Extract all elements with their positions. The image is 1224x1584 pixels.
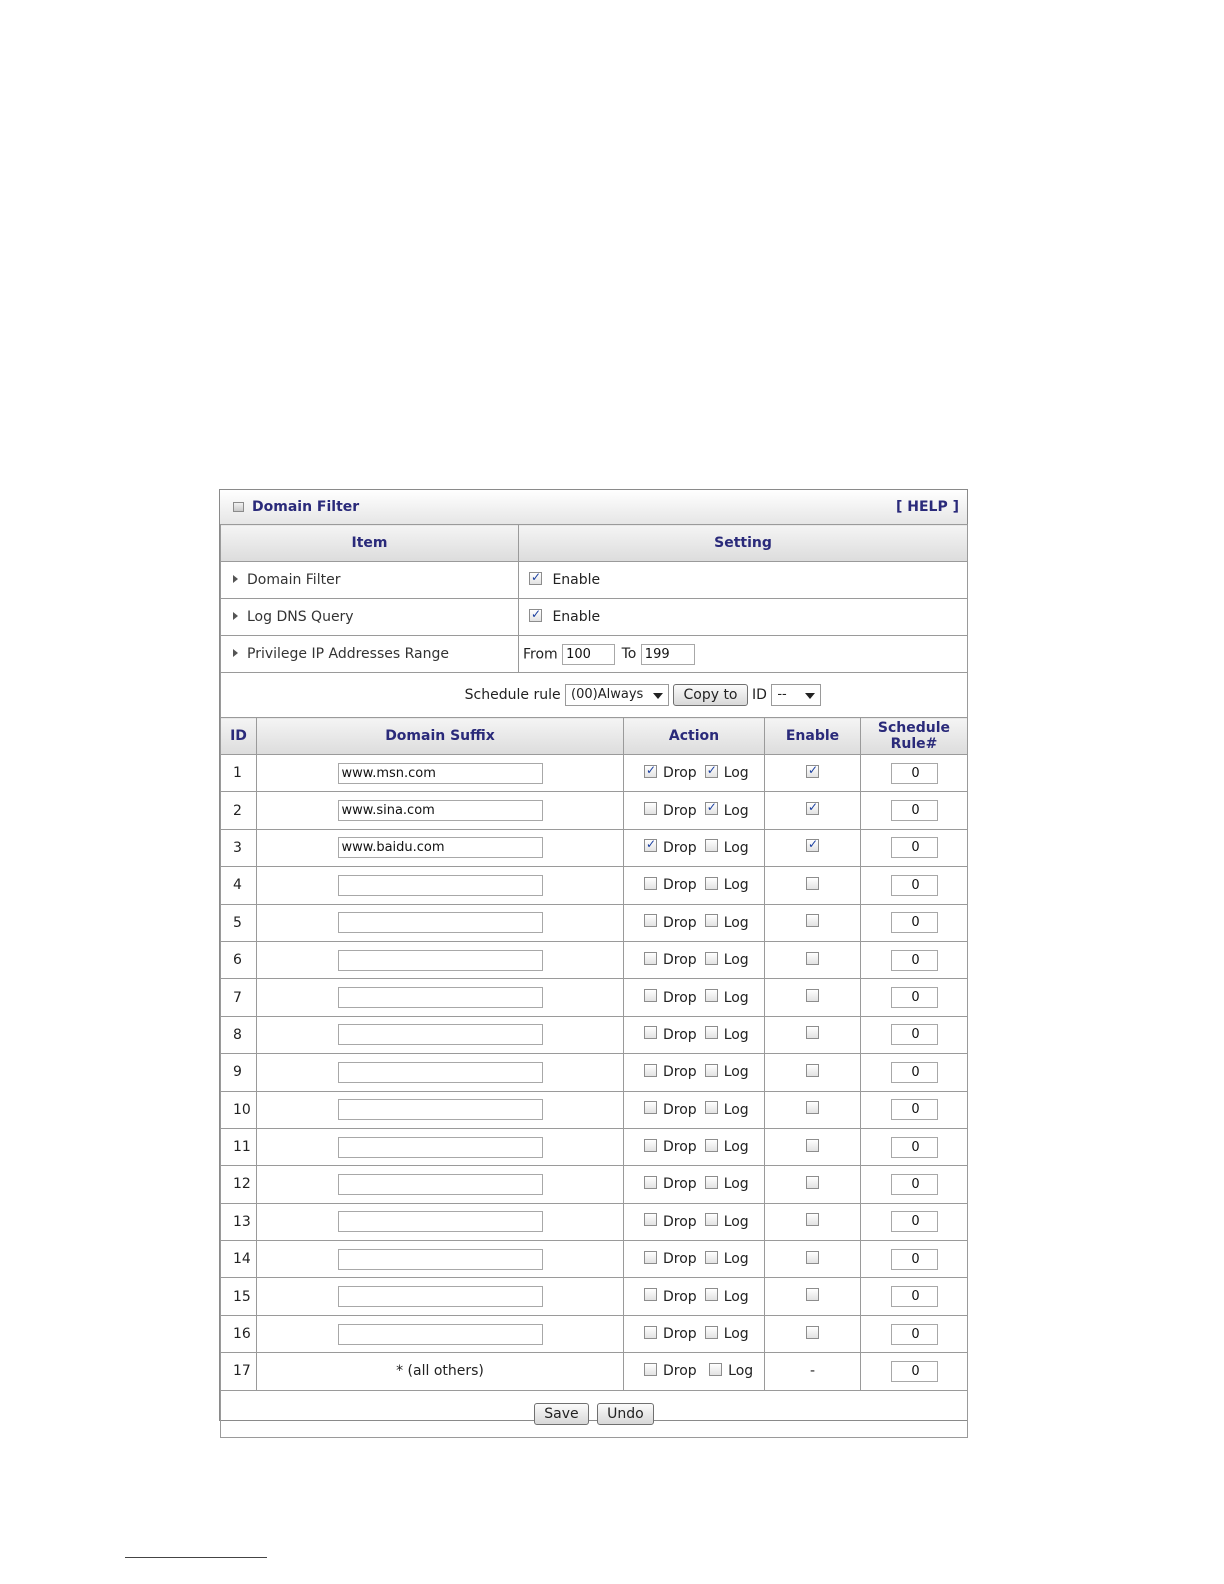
domain-filter-label: Domain Filter [247, 572, 341, 588]
log-label: Log [723, 1326, 749, 1343]
rule-id: 9 [221, 1054, 257, 1091]
schedule-rule-header: Schedule Rule# [861, 718, 968, 755]
drop-label: Drop [663, 1176, 697, 1193]
schedule-rule-input[interactable]: 0 [891, 763, 938, 784]
rule-id: 4 [221, 867, 257, 904]
drop-checkbox[interactable] [644, 1101, 657, 1114]
domain-suffix-input[interactable] [338, 1174, 543, 1195]
rule-id: 11 [221, 1128, 257, 1165]
enable-checkbox[interactable] [806, 1326, 819, 1339]
domain-suffix-input[interactable]: www.msn.com [338, 763, 543, 784]
copy-to-button[interactable]: Copy to [673, 684, 747, 706]
drop-label: Drop [663, 877, 697, 894]
domain-suffix-input[interactable] [338, 1024, 543, 1045]
log-checkbox[interactable] [705, 1101, 718, 1114]
schedule-rule-input[interactable]: 0 [891, 1137, 938, 1158]
domain-suffix-input[interactable] [338, 1062, 543, 1083]
rule-id: 6 [221, 941, 257, 978]
log-label: Log [723, 1026, 749, 1043]
drop-checkbox[interactable] [644, 877, 657, 890]
schedule-rule-input[interactable]: 0 [891, 1324, 938, 1345]
item-header: Item [221, 525, 519, 562]
log-label: Log [723, 1251, 749, 1268]
log-checkbox[interactable] [705, 914, 718, 927]
table-row [221, 792, 968, 829]
copy-id-value: -- [777, 687, 787, 702]
rule-id: 14 [221, 1241, 257, 1278]
drop-label: Drop [663, 1363, 697, 1380]
enable-checkbox[interactable] [806, 1026, 819, 1039]
enable-checkbox[interactable] [806, 1101, 819, 1114]
table-row [221, 755, 968, 792]
drop-label: Drop [663, 1139, 697, 1156]
domain-suffix-input[interactable] [338, 987, 543, 1008]
enable-header: Enable [765, 718, 861, 755]
domain-rules-table [220, 717, 968, 1438]
drop-checkbox[interactable] [644, 1213, 657, 1226]
undo-button[interactable]: Undo [597, 1403, 654, 1425]
drop-checkbox[interactable] [644, 1064, 657, 1077]
log-checkbox[interactable] [705, 839, 718, 852]
log-checkbox[interactable] [705, 989, 718, 1002]
log-label: Log [723, 877, 749, 894]
rule-id: 7 [221, 979, 257, 1016]
table-row [221, 867, 968, 904]
enable-checkbox[interactable] [806, 1064, 819, 1077]
drop-label: Drop [663, 802, 697, 819]
log-checkbox[interactable] [705, 1251, 718, 1264]
log-label: Log [723, 1139, 749, 1156]
arrow-right-icon [233, 612, 238, 620]
schedule-rule-input[interactable]: 0 [891, 1062, 938, 1083]
domain-suffix-input[interactable] [338, 950, 543, 971]
log-checkbox[interactable] [705, 1026, 718, 1039]
table-row [221, 1241, 968, 1278]
save-button[interactable]: Save [534, 1403, 588, 1425]
log-checkbox[interactable] [705, 1139, 718, 1152]
rule-id: 15 [221, 1278, 257, 1315]
rule-id: 1 [221, 755, 257, 792]
schedule-rule-input[interactable]: 0 [891, 1211, 938, 1232]
drop-label: Drop [663, 1064, 697, 1081]
schedule-rule-input[interactable]: 0 [891, 875, 938, 896]
table-row [221, 1278, 968, 1315]
drop-checkbox[interactable] [644, 989, 657, 1002]
domain-filter-row [221, 562, 968, 599]
table-row [221, 1166, 968, 1203]
setting-header: Setting [519, 525, 968, 562]
domain-suffix-input[interactable]: www.sina.com [338, 800, 543, 821]
log-checkbox[interactable] [705, 877, 718, 890]
rule-id: 12 [221, 1166, 257, 1203]
footer-row [221, 1390, 968, 1437]
log-dns-row [221, 599, 968, 636]
log-checkbox[interactable] [705, 952, 718, 965]
table-row [221, 941, 968, 978]
table-row [221, 1203, 968, 1240]
domain-filter-enable-label: Enable [552, 572, 601, 588]
domain-suffix-header: Domain Suffix [257, 718, 624, 755]
log-checkbox[interactable] [705, 1176, 718, 1189]
enable-checkbox[interactable] [806, 952, 819, 965]
privilege-ip-label: Privilege IP Addresses Range [247, 646, 449, 662]
schedule-rule-input[interactable]: 0 [891, 1024, 938, 1045]
schedule-rule-input[interactable]: 0 [891, 837, 938, 858]
enable-checkbox[interactable] [806, 802, 819, 815]
from-ip-input[interactable]: 100 [562, 644, 615, 665]
rule-id: 5 [221, 904, 257, 941]
enable-checkbox[interactable] [806, 765, 819, 778]
table-row [221, 1353, 968, 1390]
drop-label: Drop [663, 1101, 697, 1118]
log-checkbox[interactable] [705, 802, 718, 815]
enable-checkbox[interactable] [806, 877, 819, 890]
drop-checkbox[interactable] [644, 765, 657, 778]
domain-suffix-input[interactable]: www.baidu.com [338, 837, 543, 858]
panel-titlebar [220, 490, 967, 525]
drop-label: Drop [663, 914, 697, 931]
log-checkbox[interactable] [705, 765, 718, 778]
schedule-rule-input[interactable]: 0 [891, 1174, 938, 1195]
enable-checkbox[interactable] [806, 1139, 819, 1152]
to-ip-input[interactable]: 199 [641, 644, 695, 665]
drop-checkbox[interactable] [644, 1176, 657, 1189]
copy-id-select[interactable] [771, 684, 821, 706]
enable-checkbox[interactable] [806, 1213, 819, 1226]
from-label: From [523, 646, 558, 662]
domain-suffix-input[interactable] [338, 912, 543, 933]
log-checkbox[interactable] [705, 1288, 718, 1301]
drop-label: Drop [663, 1326, 697, 1343]
domain-suffix-input[interactable] [338, 1137, 543, 1158]
table-row [221, 1315, 968, 1352]
domain-suffix-input[interactable] [338, 1211, 543, 1232]
drop-checkbox[interactable] [644, 1363, 657, 1376]
log-checkbox[interactable] [705, 1213, 718, 1226]
schedule-rule-input[interactable]: 0 [891, 1286, 938, 1307]
drop-label: Drop [663, 952, 697, 969]
table-row [221, 1054, 968, 1091]
schedule-rule-value: (00)Always [571, 687, 644, 702]
dropdown-arrow-icon [805, 693, 815, 699]
panel-icon [233, 502, 244, 512]
log-label: Log [723, 1101, 749, 1118]
domain-filter-enable-checkbox[interactable] [529, 572, 542, 585]
schedule-rule-input[interactable]: 0 [891, 987, 938, 1008]
schedule-rule-input[interactable]: 0 [891, 1099, 938, 1120]
id-label: ID [751, 687, 767, 703]
footnote-divider [125, 1557, 267, 1558]
enable-checkbox[interactable] [806, 1251, 819, 1264]
rule-id: 13 [221, 1203, 257, 1240]
log-label: Log [723, 1064, 749, 1081]
id-header: ID [221, 718, 257, 755]
schedule-rule-input[interactable]: 0 [891, 1361, 938, 1382]
drop-checkbox[interactable] [644, 914, 657, 927]
log-label: Log [723, 765, 749, 782]
settings-table [220, 524, 968, 718]
domain-suffix-input[interactable] [338, 1286, 543, 1307]
rule-id: 3 [221, 829, 257, 866]
schedule-rule-input[interactable]: 0 [891, 912, 938, 933]
schedule-rule-row [221, 673, 968, 718]
log-label: Log [723, 1176, 749, 1193]
drop-checkbox[interactable] [644, 1288, 657, 1301]
enable-checkbox[interactable] [806, 989, 819, 1002]
table-row [221, 1128, 968, 1165]
drop-label: Drop [663, 839, 697, 856]
enable-checkbox[interactable] [806, 914, 819, 927]
log-label: Log [723, 1288, 749, 1305]
help-link[interactable]: [ HELP ] [895, 499, 959, 515]
log-checkbox[interactable] [705, 1064, 718, 1077]
all-others-label: * (all others) [257, 1353, 624, 1390]
log-checkbox[interactable] [705, 1326, 718, 1339]
arrow-right-icon [233, 649, 238, 657]
log-dns-enable-checkbox[interactable] [529, 609, 542, 622]
log-dns-enable-label: Enable [552, 609, 601, 625]
action-header: Action [624, 718, 765, 755]
drop-checkbox[interactable] [644, 1326, 657, 1339]
log-label: Log [723, 802, 749, 819]
log-checkbox[interactable] [709, 1363, 722, 1376]
domain-suffix-input[interactable] [338, 1249, 543, 1270]
drop-label: Drop [663, 989, 697, 1006]
log-label: Log [723, 1213, 749, 1230]
drop-label: Drop [663, 1026, 697, 1043]
schedule-rule-input[interactable]: 0 [891, 950, 938, 971]
rule-id: 16 [221, 1315, 257, 1352]
table-row [221, 1091, 968, 1128]
drop-checkbox[interactable] [644, 1139, 657, 1152]
drop-label: Drop [663, 1251, 697, 1268]
arrow-right-icon [233, 575, 238, 583]
dropdown-arrow-icon [653, 693, 663, 699]
log-label: Log [723, 952, 749, 969]
drop-checkbox[interactable] [644, 952, 657, 965]
table-row [221, 829, 968, 866]
table-row [221, 979, 968, 1016]
enable-checkbox[interactable] [806, 839, 819, 852]
rule-id: 17 [221, 1353, 257, 1390]
rule-id: 8 [221, 1016, 257, 1053]
enable-checkbox[interactable] [806, 1176, 819, 1189]
enable-placeholder: - [765, 1353, 861, 1390]
domain-filter-panel [219, 489, 968, 1421]
table-row [221, 904, 968, 941]
drop-label: Drop [663, 1213, 697, 1230]
log-label: Log [723, 914, 749, 931]
to-label: To [621, 646, 637, 662]
enable-checkbox[interactable] [806, 1288, 819, 1301]
table-row [221, 1016, 968, 1053]
drop-checkbox[interactable] [644, 1026, 657, 1039]
domain-suffix-input[interactable] [338, 1324, 543, 1345]
drop-checkbox[interactable] [644, 839, 657, 852]
log-label: Log [723, 839, 749, 856]
drop-label: Drop [663, 1288, 697, 1305]
drop-label: Drop [663, 765, 697, 782]
log-label: Log [723, 989, 749, 1006]
drop-checkbox[interactable] [644, 802, 657, 815]
panel-title: Domain Filter [252, 499, 360, 515]
domain-suffix-input[interactable] [338, 875, 543, 896]
rule-id: 10 [221, 1091, 257, 1128]
drop-checkbox[interactable] [644, 1251, 657, 1264]
privilege-ip-row [221, 636, 968, 673]
domain-suffix-input[interactable] [338, 1099, 543, 1120]
schedule-rule-input[interactable]: 0 [891, 1249, 938, 1270]
schedule-rule-select[interactable] [565, 684, 669, 706]
schedule-rule-input[interactable]: 0 [891, 800, 938, 821]
rule-id: 2 [221, 792, 257, 829]
log-label: Log [728, 1363, 754, 1380]
schedule-rule-label: Schedule rule [464, 687, 561, 703]
log-dns-label: Log DNS Query [247, 609, 354, 625]
